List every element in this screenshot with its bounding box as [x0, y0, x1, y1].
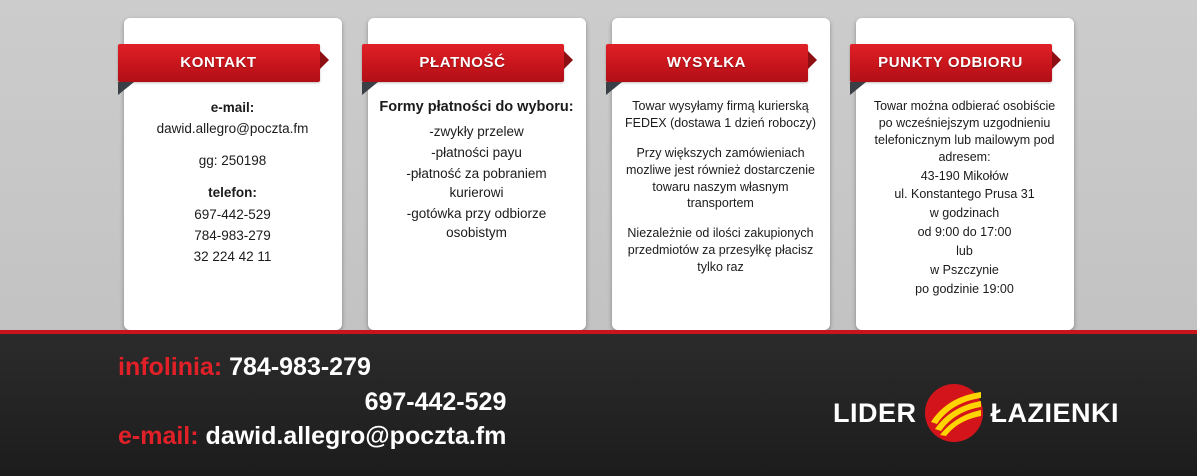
punkty-street: ul. Konstantego Prusa 31: [894, 187, 1035, 202]
footer-email-label: e-mail:: [118, 422, 199, 450]
card-kontakt-ribbon: [118, 44, 320, 82]
ribbon-banner: [850, 44, 1052, 82]
card-platnosc-body: [378, 98, 576, 243]
card-platnosc: [368, 18, 586, 330]
footer-hotline-label: infolinia:: [118, 353, 223, 381]
punkty-or: lub: [956, 244, 973, 258]
footer-content: [0, 334, 1197, 476]
footer-phone-line: [118, 385, 506, 420]
kontakt-phone-3: 32 224 42 11: [193, 248, 272, 264]
card-wysylka-body: [622, 98, 820, 276]
footer-hotline-line: [118, 350, 506, 385]
ribbon-fold-shape: [808, 51, 817, 69]
ribbon-banner: [118, 44, 320, 82]
punkty-hours-2: po godzinie 19:00: [915, 281, 1014, 296]
kontakt-gg: gg: 250198: [198, 153, 267, 169]
kontakt-email-value: dawid.allegro@poczta.fm: [156, 121, 309, 137]
wysylka-para-1: Towar wysyłamy firmą kurierską FEDEX (dostawa 1 dzień roboczy): [624, 99, 817, 130]
wysylka-para-2: Przy większych zamówieniach mozliwe jest również dostarczenie towaru naszym własnym transportem: [626, 145, 815, 211]
card-punkty-title: PUNKTY ODBIORU: [878, 53, 1023, 71]
punkty-hours-label: w godzinach: [929, 206, 1000, 221]
ribbon-tail-shape: [362, 82, 378, 95]
footer-bar: [0, 330, 1197, 476]
kontakt-phone-2: 784-983-279: [194, 227, 271, 243]
platnosc-option-3: -płatność za pobraniem kurierowi: [406, 165, 547, 201]
punkty-hours-value: od 9:00 do 17:00: [917, 225, 1012, 240]
platnosc-option-1: -zwykły przelew: [429, 123, 524, 139]
ribbon-fold-shape: [1052, 51, 1061, 69]
card-platnosc-title: PŁATNOŚĆ: [419, 53, 506, 71]
footer-hotline-value: 784-983-279: [229, 353, 371, 381]
ribbon-fold-shape: [320, 51, 329, 69]
wysylka-para-3: Niezależnie od ilości zakupionych przedmiotów za przesyłkę płacisz tylko raz: [627, 226, 814, 274]
ribbon-banner: [606, 44, 808, 82]
ribbon-tail-shape: [606, 82, 622, 95]
card-kontakt: [124, 18, 342, 330]
card-wysylka-ribbon: [606, 44, 808, 82]
ribbon-fold-shape: [564, 51, 573, 69]
card-wysylka: [612, 18, 830, 330]
kontakt-email-label: e-mail:: [210, 100, 255, 115]
platnosc-option-2: -płatności payu: [431, 144, 522, 160]
ribbon-banner: [362, 44, 564, 82]
logo-word-lazienki: ŁAZIENKI: [990, 397, 1119, 428]
card-kontakt-body: [134, 98, 332, 266]
card-punkty-ribbon: [850, 44, 1052, 82]
platnosc-option-4: -gotówka przy odbiorze osobistym: [406, 206, 547, 241]
kontakt-phone-label: telefon:: [208, 185, 257, 201]
ribbon-tail-shape: [850, 82, 866, 95]
card-punkty-odbioru: [856, 18, 1074, 330]
card-wysylka-title: WYSYŁKA: [666, 53, 747, 71]
kontakt-phone-1: 697-442-529: [194, 206, 271, 222]
footer-phone-value: 697-442-529: [364, 387, 507, 416]
card-punkty-body: [866, 98, 1064, 298]
footer-email-value: dawid.allegro@poczta.fm: [205, 422, 507, 450]
ribbon-tail-shape: [118, 82, 134, 95]
logo-word-lider: LIDER: [833, 397, 917, 428]
card-kontakt-title: KONTAKT: [180, 53, 257, 71]
punkty-city: 43-190 Mikołów: [920, 168, 1009, 183]
card-platnosc-ribbon: [362, 44, 564, 82]
footer-contact-block: [118, 350, 506, 454]
punkty-intro: Towar można odbierać osobiście po wcześniejszym uzgodnieniu telefonicznym lub mailowym pod adresem:: [873, 99, 1056, 164]
brand-logo: [833, 382, 1119, 444]
footer-email-line: [118, 419, 506, 454]
logo-mark-icon: [923, 382, 985, 444]
platnosc-heading: Formy płatności do wyboru:: [379, 99, 574, 115]
punkty-city-2: w Pszczynie: [930, 262, 999, 277]
